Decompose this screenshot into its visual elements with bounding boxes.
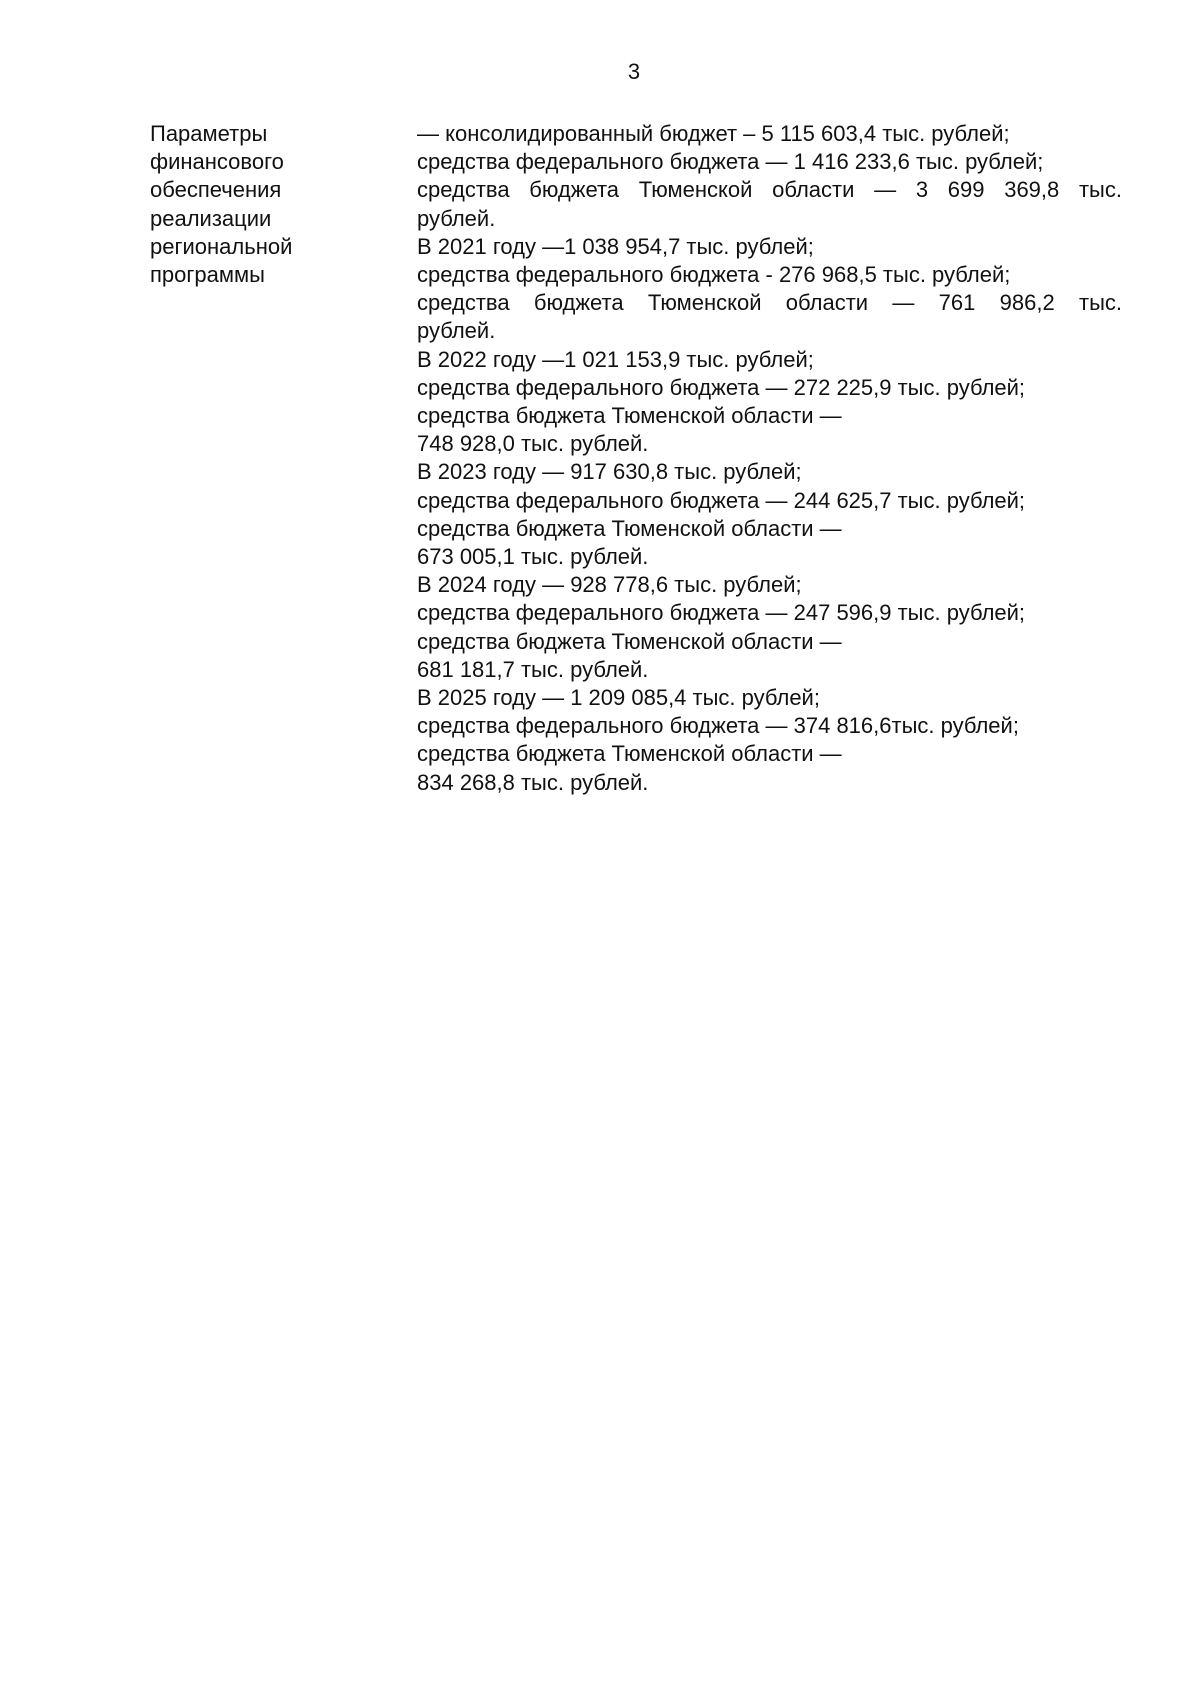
year-2023-total: В 2023 году — 917 630,8 тыс. рублей; [417, 459, 802, 485]
year-2024-total: В 2024 году — 928 778,6 тыс. рублей; [417, 572, 802, 598]
regional-budget-line-cont: рублей. [417, 205, 496, 231]
section-label-line: программы [150, 262, 265, 288]
page-number: 3 [627, 59, 641, 84]
year-2023-regional: средства бюджета Тюменской области — [417, 515, 842, 541]
year-2023-federal: средства федерального бюджета — 244 625,7 тыс. рублей; [417, 487, 1026, 513]
year-2024-regional-amount: 681 181,7 тыс. рублей. [417, 656, 649, 682]
year-2024-federal: средства федерального бюджета — 247 596,9 тыс. рублей; [417, 600, 1026, 626]
year-2021-regional-cont: рублей. [417, 318, 496, 344]
federal-budget-line: средства федерального бюджета — 1 416 233,6 тыс. рублей; [417, 149, 1044, 175]
section-label-line: Параметры [150, 121, 268, 146]
year-2024-regional: средства бюджета Тюменской области — [417, 628, 842, 654]
year-2022-regional: средства бюджета Тюменской области — [417, 403, 842, 429]
year-2022-regional-amount: 748 928,0 тыс. рублей. [417, 431, 649, 457]
section-label [150, 120, 400, 289]
year-2023-regional-amount: 673 005,1 тыс. рублей. [417, 544, 649, 570]
year-2022-federal: средства федерального бюджета — 272 225,9 тыс. рублей; [417, 374, 1026, 400]
year-2025-regional: средства бюджета Тюменской области — [417, 741, 842, 767]
section-label-line: финансового [150, 149, 284, 175]
year-2021-regional: средства бюджета Тюменской области — 761 986,2 тыс. [417, 290, 1122, 316]
section-label-line: региональной [150, 233, 293, 259]
year-2021-federal: средства федерального бюджета - 276 968,5 тыс. рублей; [417, 262, 1011, 288]
year-2021-total: В 2021 году —1 038 954,7 тыс. рублей; [417, 233, 814, 259]
year-2025-regional-amount: 834 268,8 тыс. рублей. [417, 769, 649, 795]
total-budget-line: — консолидированный бюджет – 5 115 603,4 тыс. рублей; [417, 121, 1010, 146]
year-2025-federal: средства федерального бюджета — 374 816,6тыс. рублей; [417, 713, 1019, 739]
year-2022-total: В 2022 году —1 021 153,9 тыс. рублей; [417, 346, 814, 372]
regional-budget-line: средства бюджета Тюменской области — 3 699 369,8 тыс. [417, 177, 1122, 203]
financing-details [417, 120, 1122, 797]
section-label-line: реализации [150, 205, 272, 231]
year-2025-total: В 2025 году — 1 209 085,4 тыс. рублей; [417, 685, 820, 711]
section-label-line: обеспечения [150, 177, 282, 203]
